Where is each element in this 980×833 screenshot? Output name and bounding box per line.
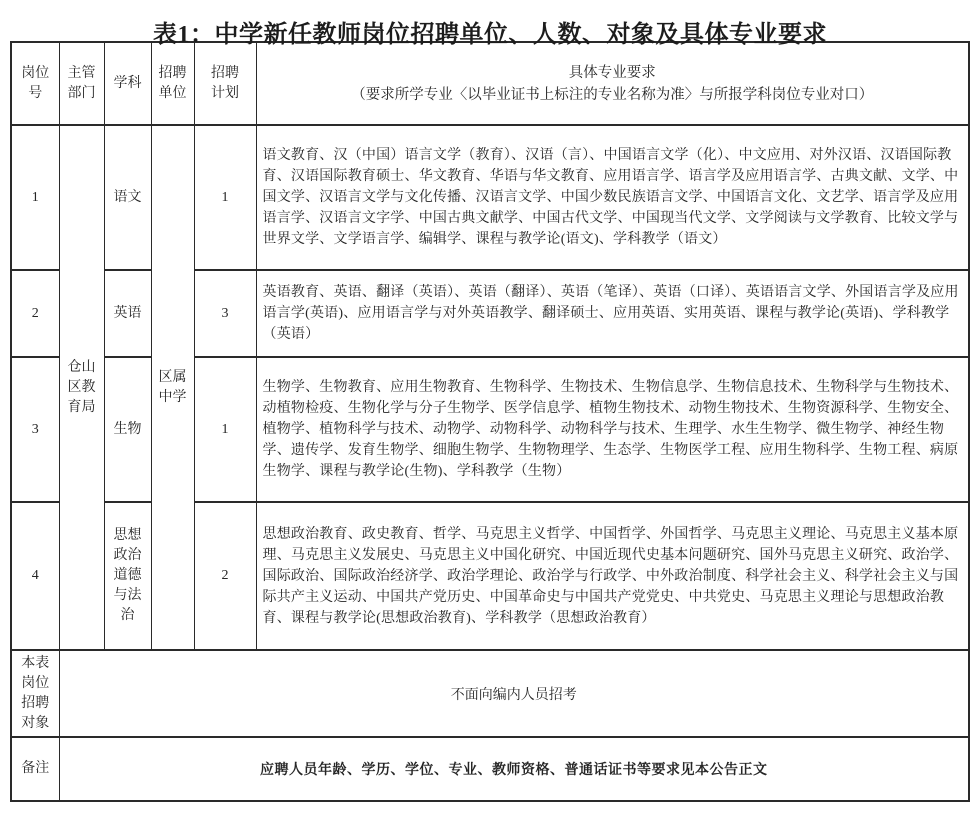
position-no-cell: 1 (11, 125, 59, 270)
subject-cell (104, 270, 151, 357)
table-row (11, 125, 969, 270)
recruitment-table (10, 41, 970, 802)
department-cell (59, 125, 104, 650)
remark-row (11, 737, 969, 801)
subject-cell (104, 357, 151, 502)
position-no-cell: 3 (11, 357, 59, 502)
position-no-cell: 2 (11, 270, 59, 357)
plan-cell: 1 (194, 125, 256, 270)
remark-content-cell: 应聘人员年龄、学历、学位、专业、教师资格、普通话证书等要求见本公告正文 (59, 737, 969, 801)
col-header-plan (194, 42, 256, 125)
requirements-cell: 生物学、生物教育、应用生物教育、生物科学、生物技术、生物信息学、生物信息技术、生物科学与生物技术、动植物检疫、生物化学与分子生物学、医学信息学、植物生物技术、动物生物技术、生物资源科学、生物安全、植物学、植物科学与技术、动物学、动物科学、动物科学与技术、生理学、水生生物学、微生物学、神经生物学、遗传学、发育生物学、细胞生物学、生物物理学、生态学、生物医学工程、应用生物科学、生物工程、病原生物学、课程与教学论(生物)、学科教学（生物） (256, 357, 969, 502)
col-header-department (59, 42, 104, 125)
remark-label: 备注 (21, 761, 50, 776)
requirements-cell: 思想政治教育、政史教育、哲学、马克思主义哲学、中国哲学、外国哲学、马克思主义理论、马克思主义基本原理、马克思主义发展史、马克思主义中国化研究、中国近现代史基本问题研究、国外马克思主义研究、政治学、国际政治、国际政治经济学、政治学理论、政治学与行政学、中外政治制度、科学社会主义、科学社会主义与国际共产主义运动、中国共产党历史、中国革命史与中国共产党党史、中共党史、马克思主义理论与思想政治教育、课程与教学论(思想政治教育)、学科教学（思想政治教育） (256, 502, 969, 650)
unit-cell (151, 125, 194, 650)
col-header-subject (104, 42, 151, 125)
page-title: 表1：中学新任教师岗位招聘单位、人数、对象及具体专业要求 (153, 22, 827, 48)
col-header-position-no-label: 岗位号 (21, 65, 50, 101)
target-content-cell: 不面向编内人员招考 (59, 650, 969, 737)
plan-cell: 3 (194, 270, 256, 357)
target-label-cell (11, 650, 59, 737)
requirements-header-note: （要求所学专业〈以毕业证书上标注的专业名称为准〉与所报学科岗位专业对口） (351, 86, 874, 103)
subject-label: 思想政治道德与法治 (113, 528, 142, 623)
col-header-position-no (11, 42, 59, 125)
target-row (11, 650, 969, 737)
header-row (11, 42, 969, 125)
col-header-plan-label: 招聘计划 (211, 65, 239, 101)
col-header-unit (151, 42, 194, 125)
subject-label: 英语 (113, 305, 142, 321)
subject-label: 语文 (113, 189, 142, 205)
subject-cell (104, 125, 151, 270)
subject-label: 生物 (113, 421, 142, 437)
unit-label: 区属中学 (158, 369, 187, 405)
department-label: 仓山区教育局 (67, 359, 96, 415)
plan-cell: 2 (194, 502, 256, 650)
subject-cell (104, 502, 151, 650)
remark-label-cell (11, 737, 59, 801)
col-header-requirements (256, 42, 969, 125)
col-header-department-label: 主管部门 (67, 65, 96, 101)
target-label: 本表岗位招聘对象 (21, 655, 50, 731)
col-header-subject-label: 学科 (113, 75, 142, 91)
plan-cell: 1 (194, 357, 256, 502)
requirements-cell: 语文教育、汉（中国）语言文学（教育）、汉语（言）、中国语言文学（化）、中文应用、对外汉语、汉语国际教育、汉语国际教育硕士、华文教育、华语与华文教育、应用语言学、语言学及应用语言学、古典文献、文学、中国文学、汉语言文学与文化传播、汉语言文学、中国少数民族语言文学、中国语言文化、文艺学、语言学及应用语言学、汉语言文字学、中国古典文献学、中国古代文学、中国现当代文学、文学阅读与文学教育、比较文学与世界文学、文学语言学、编辑学、课程与教学论(语文)、学科教学（语文） (256, 125, 969, 270)
col-header-unit-label: 招聘单位 (158, 65, 187, 101)
requirements-cell: 英语教育、英语、翻译（英语）、英语（翻译）、英语（笔译）、英语（口译）、英语语言文学、外国语言学及应用语言学(英语)、应用语言学与对外英语教学、翻译硕士、应用英语、实用英语、课程与教学论(英语)、学科教学（英语） (256, 270, 969, 357)
position-no-cell: 4 (11, 502, 59, 650)
requirements-header-title: 具体专业要求 (568, 64, 656, 81)
